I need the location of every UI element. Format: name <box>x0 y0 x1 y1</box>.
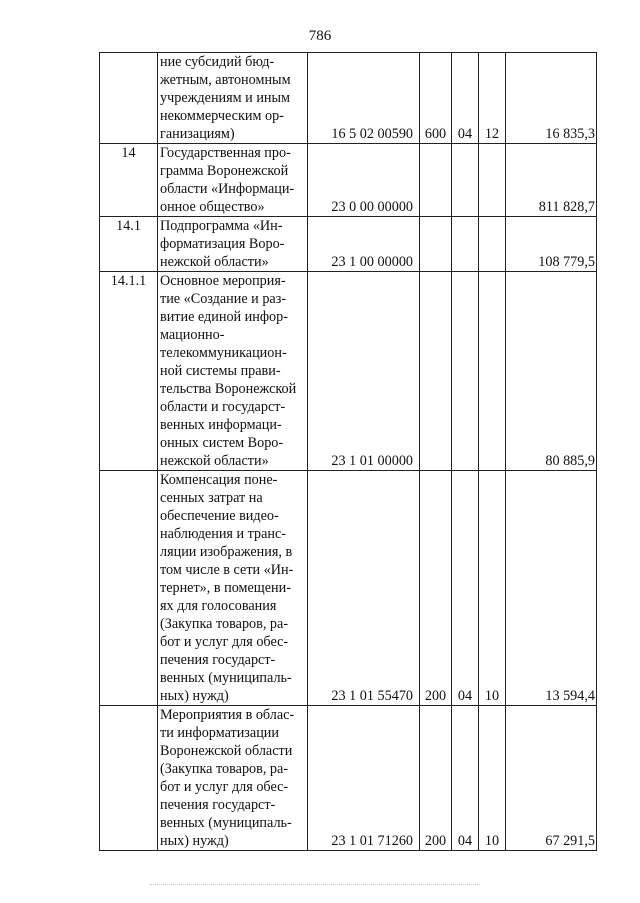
row-target-code: 23 0 00 00000 <box>308 144 420 217</box>
row-sum: 108 779,5 <box>506 217 597 272</box>
row-target-code: 23 1 01 55470 <box>308 471 420 706</box>
budget-table <box>99 52 597 851</box>
row-subsection: 10 <box>479 706 506 851</box>
row-section <box>452 272 479 471</box>
row-expense-type <box>420 272 452 471</box>
row-subsection: 10 <box>479 471 506 706</box>
row-sum: 67 291,5 <box>506 706 597 851</box>
row-expense-type: 200 <box>420 706 452 851</box>
row-number: 14.1.1 <box>100 272 158 471</box>
row-expense-type <box>420 144 452 217</box>
row-target-code: 23 1 00 00000 <box>308 217 420 272</box>
row-target-code: 23 1 01 00000 <box>308 272 420 471</box>
row-expense-type: 200 <box>420 471 452 706</box>
row-number: 14 <box>100 144 158 217</box>
row-number <box>100 706 158 851</box>
row-section <box>452 217 479 272</box>
row-sum: 811 828,7 <box>506 144 597 217</box>
row-name: Мероприятия в облас- ти информатизации Воронежской области (Закупка товаров, ра- бот и услуг для обес- печения государст- венных (муниципаль- ных) нужд) <box>160 707 295 849</box>
scan-artifact <box>150 884 480 887</box>
row-section: 04 <box>452 53 479 144</box>
row-name: Компенсация поне- сенных затрат на обеспечение видео- наблюдения и транс- ляции изображения, в том числе в сети «Ин- тернет», в помещени- ях для голосования (Закупка товаров, ра- бот и услуг для обес- печения государст- венных (муниципаль- ных) нужд) <box>160 472 294 704</box>
table-row <box>100 272 597 471</box>
row-number <box>100 471 158 706</box>
table-row <box>100 144 597 217</box>
table-row <box>100 706 597 851</box>
row-target-code: 16 5 02 00590 <box>308 53 420 144</box>
row-name: ние субсидий бюд- жетным, автономным учреждениям и иным некоммерческим ор- ганизациям) <box>160 54 291 142</box>
row-name: Подпрограмма «Ин- форматизация Воро- нежской области» <box>160 218 285 270</box>
row-subsection <box>479 272 506 471</box>
row-sum: 80 885,9 <box>506 272 597 471</box>
row-name: Государственная про- грамма Воронежской области «Информаци- онное общество» <box>160 145 295 215</box>
row-subsection <box>479 144 506 217</box>
row-number <box>100 53 158 144</box>
table-row <box>100 471 597 706</box>
table-row <box>100 53 597 144</box>
row-sum: 13 594,4 <box>506 471 597 706</box>
row-name: Основное мероприя- тие «Создание и раз- витие единой инфор- мационно- телекоммуникацион- ной системы прави- тельства Воронежской области и государст- венных информаци- онных систем Воро- нежской области» <box>160 273 297 469</box>
row-section <box>452 144 479 217</box>
row-number: 14.1 <box>100 217 158 272</box>
row-subsection <box>479 217 506 272</box>
row-sum: 16 835,3 <box>506 53 597 144</box>
table-row <box>100 217 597 272</box>
row-subsection: 12 <box>479 53 506 144</box>
row-expense-type <box>420 217 452 272</box>
page-number: 786 <box>308 28 332 44</box>
row-section: 04 <box>452 471 479 706</box>
row-expense-type: 600 <box>420 53 452 144</box>
row-target-code: 23 1 01 71260 <box>308 706 420 851</box>
row-section: 04 <box>452 706 479 851</box>
